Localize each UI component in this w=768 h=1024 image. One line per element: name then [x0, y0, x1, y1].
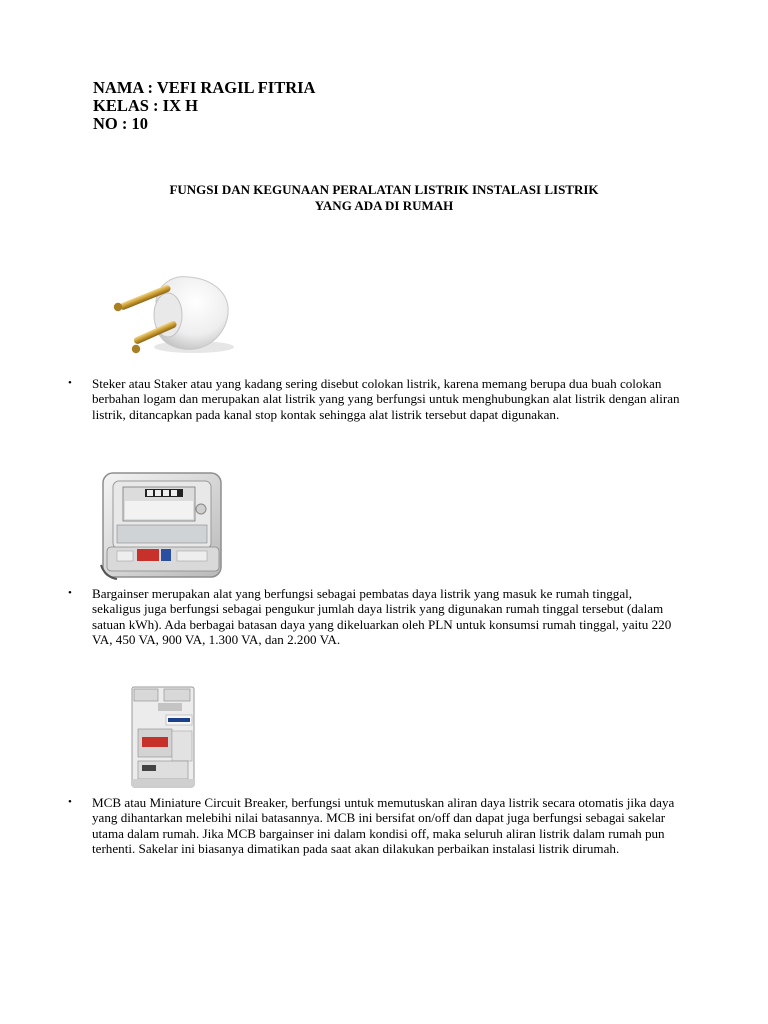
- student-class: KELAS : IX H: [93, 96, 198, 115]
- kwh-meter-photo: [97, 469, 229, 581]
- plug-photo: [96, 251, 242, 363]
- student-info: [93, 79, 315, 133]
- title-line-1: FUNGSI DAN KEGUNAAN PERALATAN LISTRIK INSTALASI LISTRIK: [169, 182, 599, 197]
- student-name: NAMA : VEFI RAGIL FITRIA: [93, 78, 316, 97]
- mcb-photo: [128, 685, 208, 789]
- bullet: •: [68, 796, 72, 808]
- bullet: •: [68, 587, 72, 599]
- item-text: MCB atau Miniature Circuit Breaker, berfungsi untuk memutuskan aliran daya listrik secara otomatis jika daya yang dihantarkan melebihi nilai batasannya. MCB ini bersifat on/off dan dapat juga berfungsi sebagai sakelar utama dalam rumah. Jika MCB bargainser ini dalam kondisi off, maka seluruh aliran listrik dalam rumah pun terhenti. Sakelar ini biasanya dimatikan pada saat akan dilakukan perbaikan instalasi listrik dirumah.: [92, 795, 675, 857]
- title-line-2: YANG ADA DI RUMAH: [314, 198, 454, 213]
- list-item: [68, 376, 680, 422]
- document-title: [95, 182, 673, 214]
- item-text: Steker atau Staker atau yang kadang sering disebut colokan listrik, karena memang berupa dua buah colokan berbahan logam dan merupakan alat listrik yang yang berfungsi untuk menghubungkan alat listrik dengan aliran listrik, ditancapkan pada kanal stop kontak sehingga alat listrik tersebut dapat digunakan.: [92, 376, 680, 422]
- list-item: [68, 586, 680, 648]
- bullet: •: [68, 377, 72, 389]
- item-text: Bargainser merupakan alat yang berfungsi sebagai pembatas daya listrik yang masuk ke rumah tinggal, sekaligus juga berfungsi sebagai pengukur jumlah daya listrik yang digunakan rumah tinggal tersebut (dalam satuan kWh). Ada berbagai batasan daya yang dikeluarkan oleh PLN untuk konsumsi rumah tinggal, yaitu 220 VA, 450 VA, 900 VA, 1.300 VA, dan 2.200 VA.: [92, 586, 672, 648]
- list-item: [68, 795, 680, 857]
- student-number: NO : 10: [93, 114, 148, 133]
